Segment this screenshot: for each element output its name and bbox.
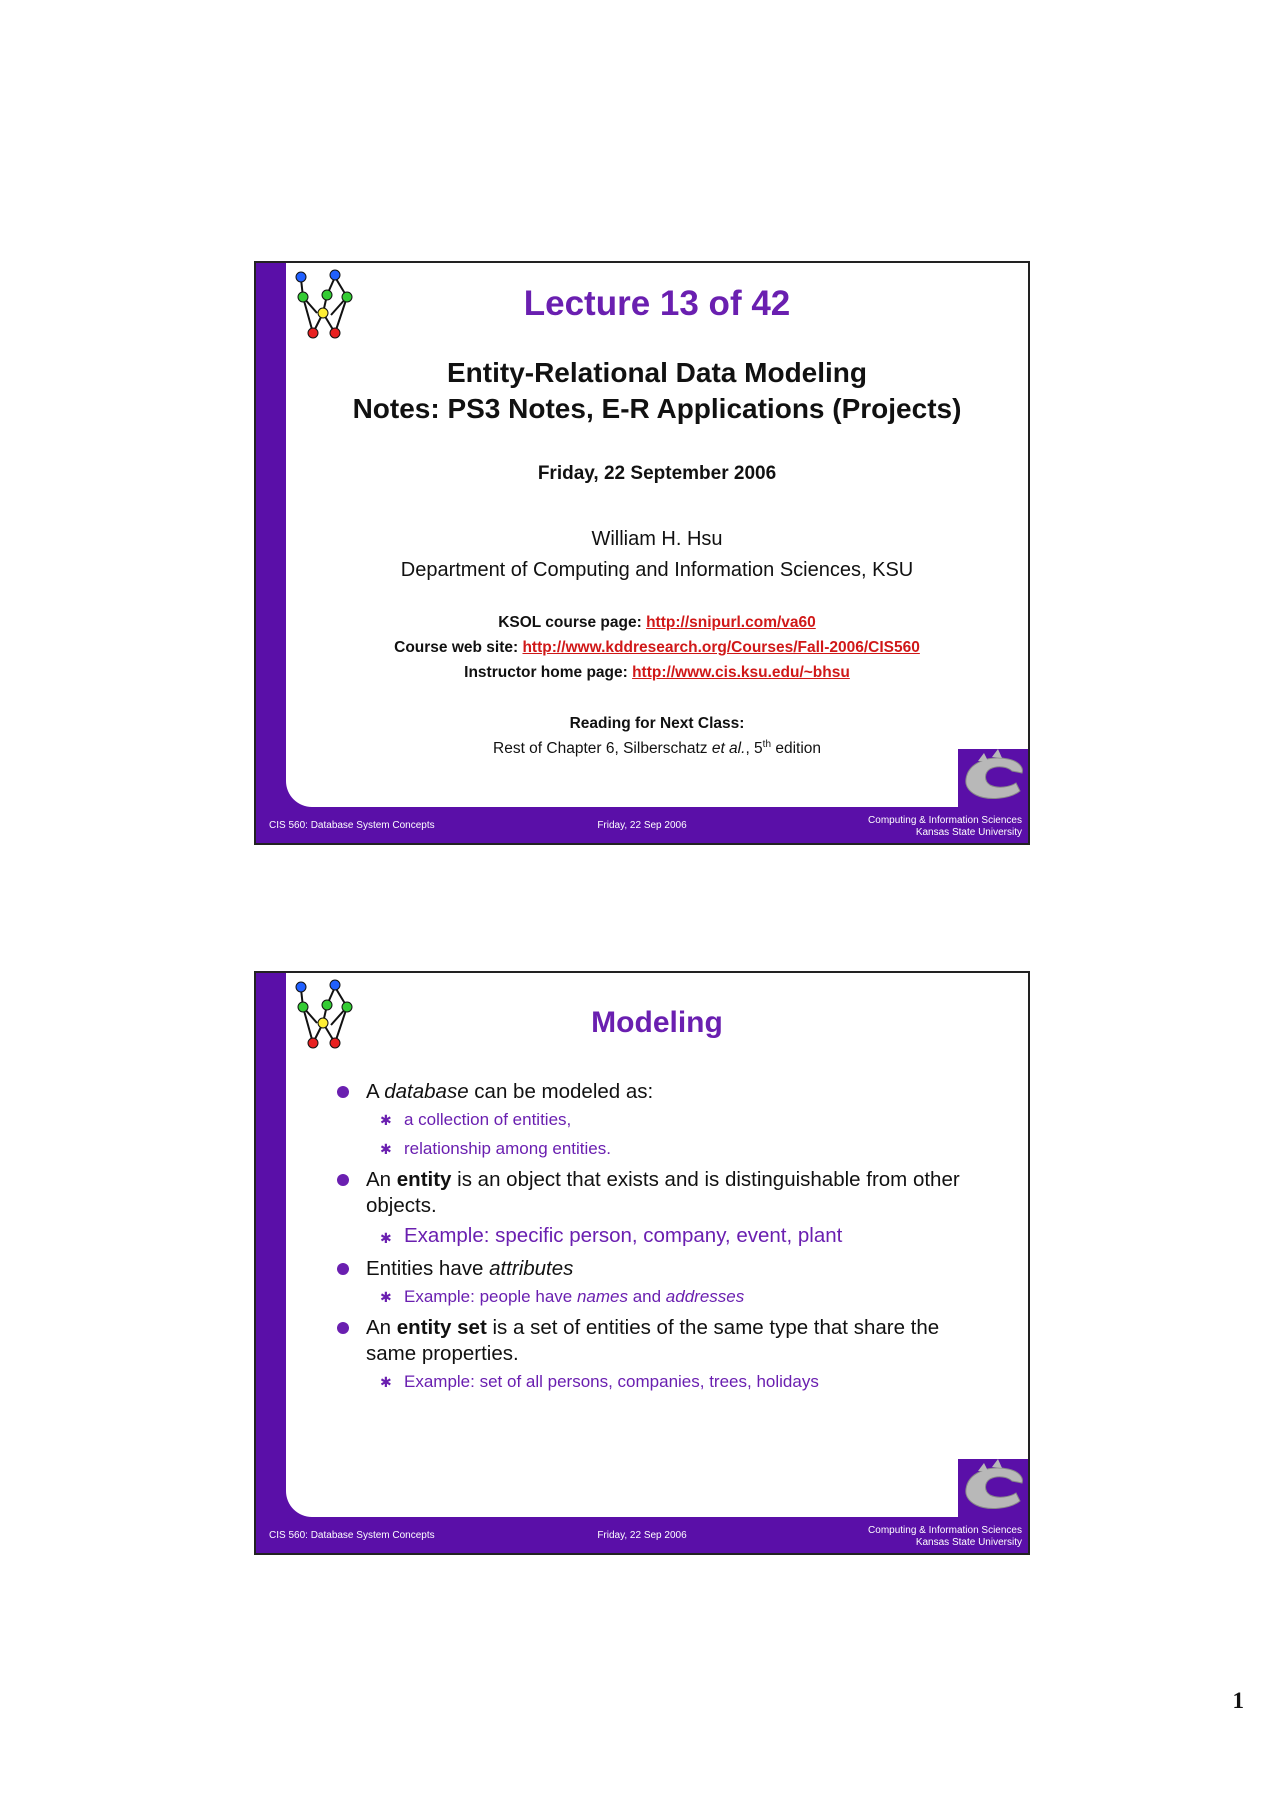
star-bullet-icon: ✱ [380, 1141, 392, 1157]
bullet-emphasis: database [384, 1080, 469, 1103]
bullet-list [336, 1079, 978, 1400]
sub-bullet-item [336, 1138, 978, 1160]
reading-sup: th [762, 738, 772, 750]
bullet-item [336, 1256, 978, 1282]
reading-etal: et al. [711, 740, 746, 757]
lecture-date: Friday, 22 September 2006 [537, 463, 777, 484]
bullet-strong: entity set [396, 1316, 487, 1339]
bullet-item [336, 1079, 978, 1105]
sub-bullet-item [336, 1223, 978, 1249]
sub-bullet-item [336, 1109, 978, 1131]
star-bullet-icon: ✱ [380, 1112, 392, 1128]
bullet-text: A [366, 1080, 385, 1103]
bullet-text: Entities have [366, 1257, 490, 1280]
link-row-instructor [286, 660, 1028, 685]
bullet-text: is an object that exists and is distinguishable from other objects. [366, 1168, 960, 1217]
footer-department [868, 815, 1022, 839]
link-label: Instructor home page: [464, 664, 633, 681]
slide-2 [254, 971, 1030, 1555]
sub-bullet-item [336, 1286, 978, 1308]
bullet-dot-icon [337, 1174, 349, 1186]
footer-department [868, 1525, 1022, 1549]
bullet-text: An [366, 1168, 397, 1191]
sub-bullet-text: Example: set of all persons, companies, trees, holidays [404, 1372, 819, 1391]
reading-heading: Reading for Next Class: [569, 715, 745, 732]
reading-assignment [286, 711, 1028, 761]
ksu-wildcat-logo-icon [958, 1459, 1028, 1517]
slide-title: Modeling [591, 1006, 723, 1039]
sub-bullet-text: Example: people have [404, 1287, 577, 1306]
link-label: Course web site: [394, 639, 523, 656]
author-department: Department of Computing and Information Sciences, KSU [400, 559, 914, 581]
sub-bullet-emphasis: addresses [665, 1287, 745, 1306]
lecture-title: Lecture 13 of 42 [523, 284, 791, 323]
footer-course: CIS 560: Database System Concepts [269, 1530, 435, 1541]
sub-bullet-text: and [627, 1287, 666, 1306]
star-bullet-icon: ✱ [380, 1289, 392, 1305]
course-links [286, 610, 1028, 685]
author-block [286, 524, 1028, 586]
sub-bullet-text: a collection of entities, [404, 1110, 572, 1129]
bullet-dot-icon [337, 1086, 349, 1098]
footer-dept-line-1: Computing & Information Sciences [868, 1525, 1022, 1536]
bullet-dot-icon [337, 1322, 349, 1334]
bullet-emphasis: attributes [489, 1257, 574, 1280]
footer-dept-line-2: Kansas State University [915, 1537, 1022, 1548]
subtitle-line-2: Notes: PS3 Notes, E-R Applications (Projects) [352, 393, 962, 424]
bullet-strong: entity [396, 1168, 452, 1191]
reading-prefix: Rest of Chapter 6, Silberschatz [493, 740, 712, 757]
slide-1 [254, 261, 1030, 845]
footer-date: Friday, 22 Sep 2006 [597, 820, 687, 831]
bullet-dot-icon [337, 1263, 349, 1275]
ksu-wildcat-logo-icon [958, 749, 1028, 807]
bullet-item [336, 1315, 978, 1367]
instructor-homepage-link[interactable]: http://www.cis.ksu.edu/~bhsu [632, 664, 850, 681]
footer-date: Friday, 22 Sep 2006 [597, 1530, 687, 1541]
bullet-item [336, 1167, 978, 1219]
footer-dept-line-1: Computing & Information Sciences [868, 815, 1022, 826]
star-bullet-icon: ✱ [380, 1230, 392, 1246]
bullet-text: can be modeled as: [468, 1080, 654, 1103]
ksol-course-link[interactable]: http://snipurl.com/va60 [646, 614, 816, 631]
sub-bullet-text: Example: specific person, company, event, plant [404, 1224, 843, 1247]
sub-bullet-text: relationship among entities. [404, 1139, 611, 1158]
page-number: 1 [1232, 1688, 1244, 1713]
lecture-subtitle [286, 355, 1028, 427]
sub-bullet-item [336, 1371, 978, 1393]
link-row-course-site [286, 635, 1028, 660]
subtitle-line-1: Entity-Relational Data Modeling [446, 357, 868, 388]
star-bullet-icon: ✱ [380, 1374, 392, 1390]
reading-suffix: edition [771, 740, 821, 757]
author-name: William H. Hsu [591, 528, 723, 550]
link-row-ksol [286, 610, 1028, 635]
link-label: KSOL course page: [498, 614, 647, 631]
course-website-link[interactable]: http://www.kddresearch.org/Courses/Fall-2006/CIS560 [522, 639, 920, 656]
bullet-text: is a set of entities of the same type that share the same properties. [366, 1316, 940, 1365]
footer-course: CIS 560: Database System Concepts [269, 820, 435, 831]
reading-text [286, 736, 1028, 761]
sub-bullet-emphasis: names [576, 1287, 628, 1306]
bullet-text: An [366, 1316, 397, 1339]
footer-dept-line-2: Kansas State University [915, 827, 1022, 838]
reading-mid: , 5 [745, 740, 763, 757]
